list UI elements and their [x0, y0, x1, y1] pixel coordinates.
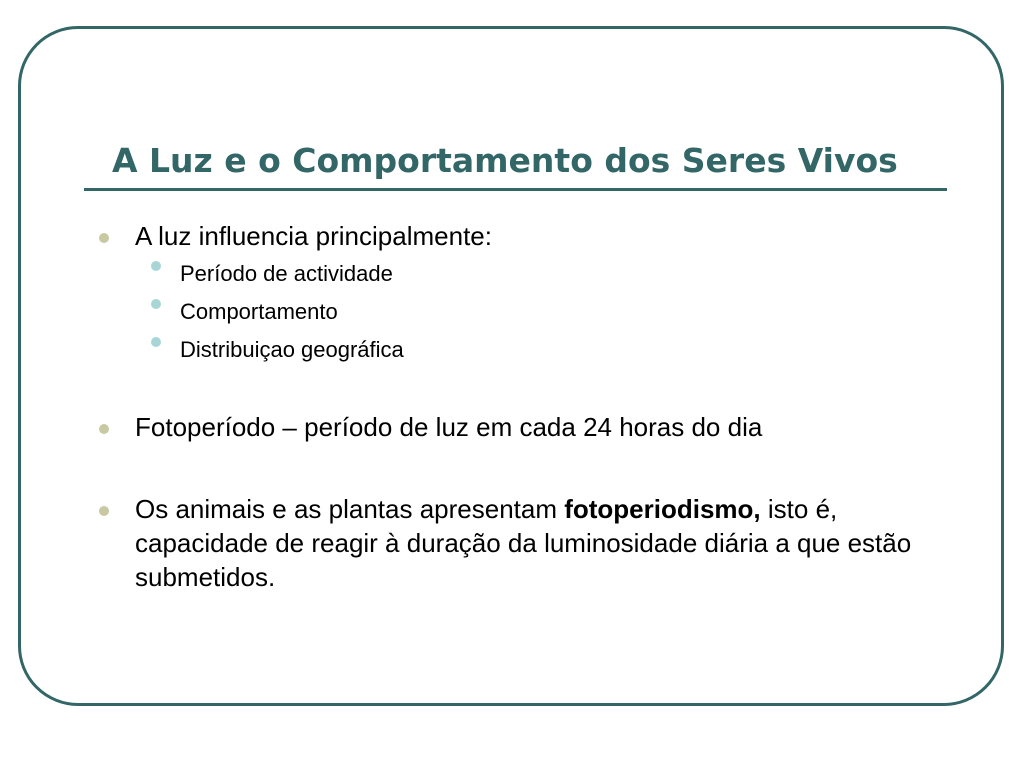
bullet-text — [135, 492, 925, 594]
bullet-text-continuation: isto é, capacidade de reagir à duração da luminosidade diária a que estão submetidos. — [135, 494, 912, 592]
sub-bullet-dot-icon — [151, 261, 161, 271]
bullet-dot-icon — [99, 506, 109, 516]
bullet-text: Fotoperíodo – período de luz em cada 24 horas do dia — [135, 412, 763, 442]
bullet-dot-icon — [99, 233, 109, 243]
slide-title: A Luz e o Comportamento dos Seres Vivos — [112, 141, 898, 180]
bullet-text: A luz influencia principalmente: — [135, 221, 492, 251]
sub-bullet-text: Distribuiçao geográfica — [180, 337, 404, 362]
sub-bullet-dot-icon — [151, 299, 161, 309]
sub-bullet-text: Período de actividade — [180, 261, 393, 286]
bullet-text-emphasis: fotoperiodismo, — [564, 494, 761, 524]
bullet-dot-icon — [99, 424, 109, 434]
sub-bullet-text: Comportamento — [180, 299, 338, 324]
bullet-text-plain: Os animais e as plantas apresentam — [135, 494, 565, 524]
title-underline — [84, 188, 947, 191]
slide-frame — [18, 26, 1004, 706]
sub-bullet-dot-icon — [151, 337, 161, 347]
